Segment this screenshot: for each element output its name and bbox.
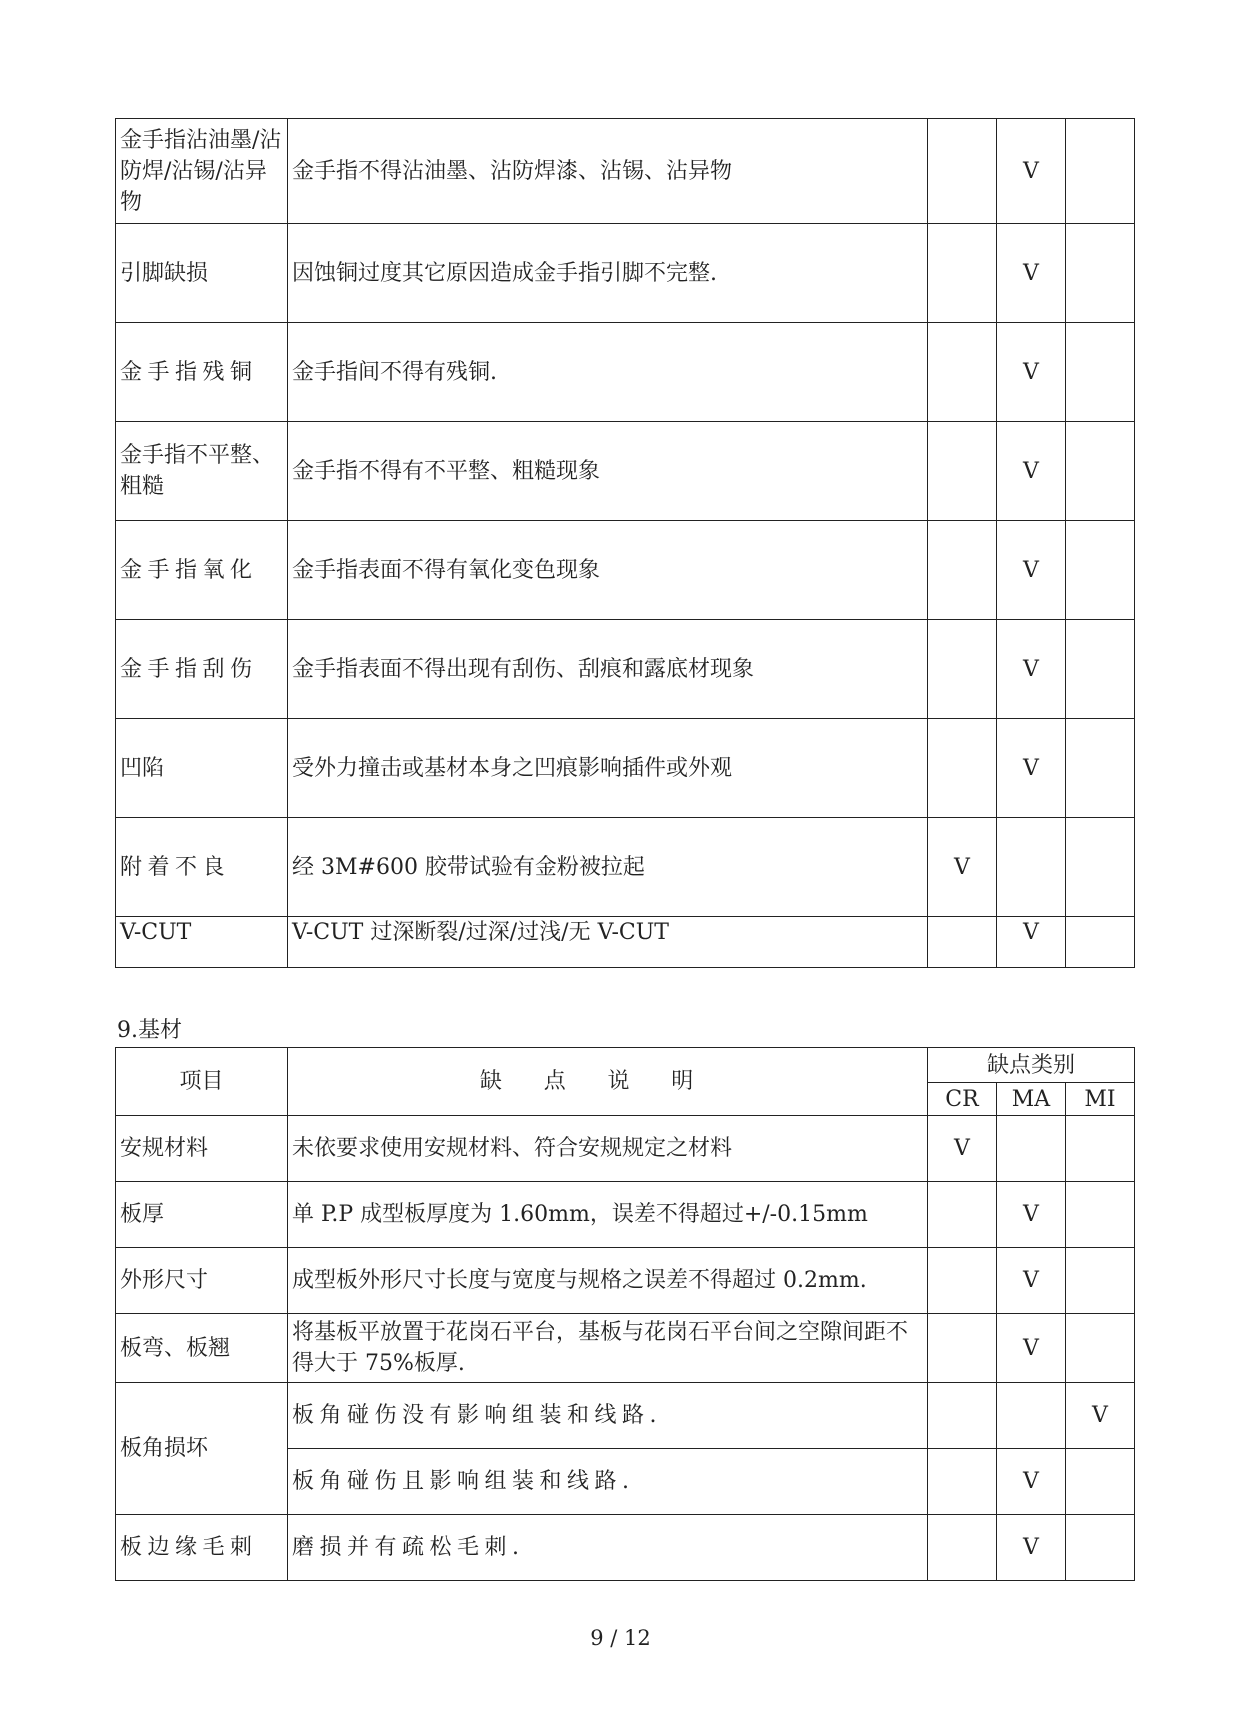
item-cell: 金手指不平整、粗糙	[116, 422, 288, 521]
ma-cell	[997, 818, 1066, 917]
mi-cell	[1066, 1248, 1135, 1314]
ma-cell	[997, 1116, 1066, 1182]
item-cell: 金手指沾油墨/沾防焊/沾锡/沾异物	[116, 119, 288, 224]
cr-cell	[928, 917, 997, 968]
mi-cell	[1066, 224, 1135, 323]
header-item: 项目	[116, 1048, 288, 1116]
header-cr: CR	[928, 1083, 997, 1116]
mi-cell	[1066, 917, 1135, 968]
item-cell: 引脚缺损	[116, 224, 288, 323]
table-row	[116, 719, 1135, 818]
description-cell: 金手指间不得有残铜.	[288, 323, 928, 422]
gold-finger-table-body	[116, 119, 1135, 968]
table-row	[116, 1383, 1135, 1449]
header-ma: MA	[997, 1083, 1066, 1116]
table-row	[116, 1515, 1135, 1581]
table-row	[116, 224, 1135, 323]
table-row	[116, 1314, 1135, 1383]
ma-cell	[997, 1383, 1066, 1449]
ma-cell: V	[997, 422, 1066, 521]
mi-cell	[1066, 719, 1135, 818]
item-cell: 金手指氧化	[116, 521, 288, 620]
mi-cell	[1066, 422, 1135, 521]
item-cell: 附着不良	[116, 818, 288, 917]
section-title: 9.基材	[117, 1018, 182, 1043]
description-cell: 金手指不得有不平整、粗糙现象	[288, 422, 928, 521]
cr-cell	[928, 1449, 997, 1515]
mi-cell	[1066, 323, 1135, 422]
table-row	[116, 521, 1135, 620]
table-row	[116, 119, 1135, 224]
table-row	[116, 917, 1135, 968]
table-row	[116, 1116, 1135, 1182]
ma-cell: V	[997, 323, 1066, 422]
substrate-defect-table	[115, 1047, 1135, 1581]
ma-cell: V	[997, 521, 1066, 620]
table-header-row	[116, 1048, 1135, 1083]
description-cell: 因蚀铜过度其它原因造成金手指引脚不完整.	[288, 224, 928, 323]
description-cell: 受外力撞击或基材本身之凹痕影响插件或外观	[288, 719, 928, 818]
item-cell: 外形尺寸	[116, 1248, 288, 1314]
ma-cell: V	[997, 719, 1066, 818]
ma-cell: V	[997, 1515, 1066, 1581]
cr-cell	[928, 1383, 997, 1449]
item-cell: 板厚	[116, 1182, 288, 1248]
cr-cell: V	[928, 818, 997, 917]
ma-cell: V	[997, 1314, 1066, 1383]
header-defect-category: 缺点类别	[928, 1048, 1135, 1083]
mi-cell	[1066, 620, 1135, 719]
table-row	[116, 323, 1135, 422]
gold-finger-defect-table	[115, 118, 1135, 968]
item-cell: 板边缘毛刺	[116, 1515, 288, 1581]
mi-cell	[1066, 119, 1135, 224]
mi-cell	[1066, 818, 1135, 917]
cr-cell: V	[928, 1116, 997, 1182]
cr-cell	[928, 521, 997, 620]
description-cell: 板角碰伤没有影响组装和线路.	[288, 1383, 928, 1449]
mi-cell	[1066, 1314, 1135, 1383]
description-cell: 板角碰伤且影响组装和线路.	[288, 1449, 928, 1515]
mi-cell	[1066, 1182, 1135, 1248]
description-cell: 金手指表面不得有氧化变色现象	[288, 521, 928, 620]
description-cell: 金手指不得沾油墨、沾防焊漆、沾锡、沾异物	[288, 119, 928, 224]
description-cell: 单 P.P 成型板厚度为 1.60mm，误差不得超过+/-0.15mm	[288, 1182, 928, 1248]
table-row	[116, 1248, 1135, 1314]
substrate-table-body	[116, 1048, 1135, 1581]
ma-cell: V	[997, 917, 1066, 968]
description-cell: 将基板平放置于花岗石平台，基板与花岗石平台间之空隙间距不得大于 75%板厚.	[288, 1314, 928, 1383]
table-row	[116, 1182, 1135, 1248]
cr-cell	[928, 1314, 997, 1383]
description-cell: 成型板外形尺寸长度与宽度与规格之误差不得超过 0.2mm.	[288, 1248, 928, 1314]
cr-cell	[928, 224, 997, 323]
table-row	[116, 620, 1135, 719]
item-cell: 金手指刮伤	[116, 620, 288, 719]
description-cell: 金手指表面不得出现有刮伤、刮痕和露底材现象	[288, 620, 928, 719]
cr-cell	[928, 1515, 997, 1581]
description-cell: 未依要求使用安规材料、符合安规规定之材料	[288, 1116, 928, 1182]
item-cell: 凹陷	[116, 719, 288, 818]
item-cell: 板弯、板翘	[116, 1314, 288, 1383]
cr-cell	[928, 620, 997, 719]
mi-cell	[1066, 1116, 1135, 1182]
page-number: 9 / 12	[590, 1626, 651, 1650]
cr-cell	[928, 1182, 997, 1248]
mi-cell	[1066, 1515, 1135, 1581]
cr-cell	[928, 323, 997, 422]
item-cell: V-CUT	[116, 917, 288, 968]
description-cell: 磨损并有疏松毛刺.	[288, 1515, 928, 1581]
ma-cell: V	[997, 1449, 1066, 1515]
table-row	[116, 818, 1135, 917]
header-description: 缺点说明	[288, 1048, 928, 1116]
item-cell: 安规材料	[116, 1116, 288, 1182]
ma-cell: V	[997, 224, 1066, 323]
description-cell: V-CUT 过深断裂/过深/过浅/无 V-CUT	[288, 917, 928, 968]
description-cell: 经 3M#600 胶带试验有金粉被拉起	[288, 818, 928, 917]
cr-cell	[928, 422, 997, 521]
ma-cell: V	[997, 620, 1066, 719]
mi-cell	[1066, 1449, 1135, 1515]
table-row	[116, 422, 1135, 521]
ma-cell: V	[997, 1248, 1066, 1314]
item-cell: 金手指残铜	[116, 323, 288, 422]
ma-cell: V	[997, 119, 1066, 224]
mi-cell: V	[1066, 1383, 1135, 1449]
mi-cell	[1066, 521, 1135, 620]
cr-cell	[928, 719, 997, 818]
header-mi: MI	[1066, 1083, 1135, 1116]
ma-cell: V	[997, 1182, 1066, 1248]
item-cell: 板角损坏	[116, 1383, 288, 1515]
cr-cell	[928, 119, 997, 224]
cr-cell	[928, 1248, 997, 1314]
